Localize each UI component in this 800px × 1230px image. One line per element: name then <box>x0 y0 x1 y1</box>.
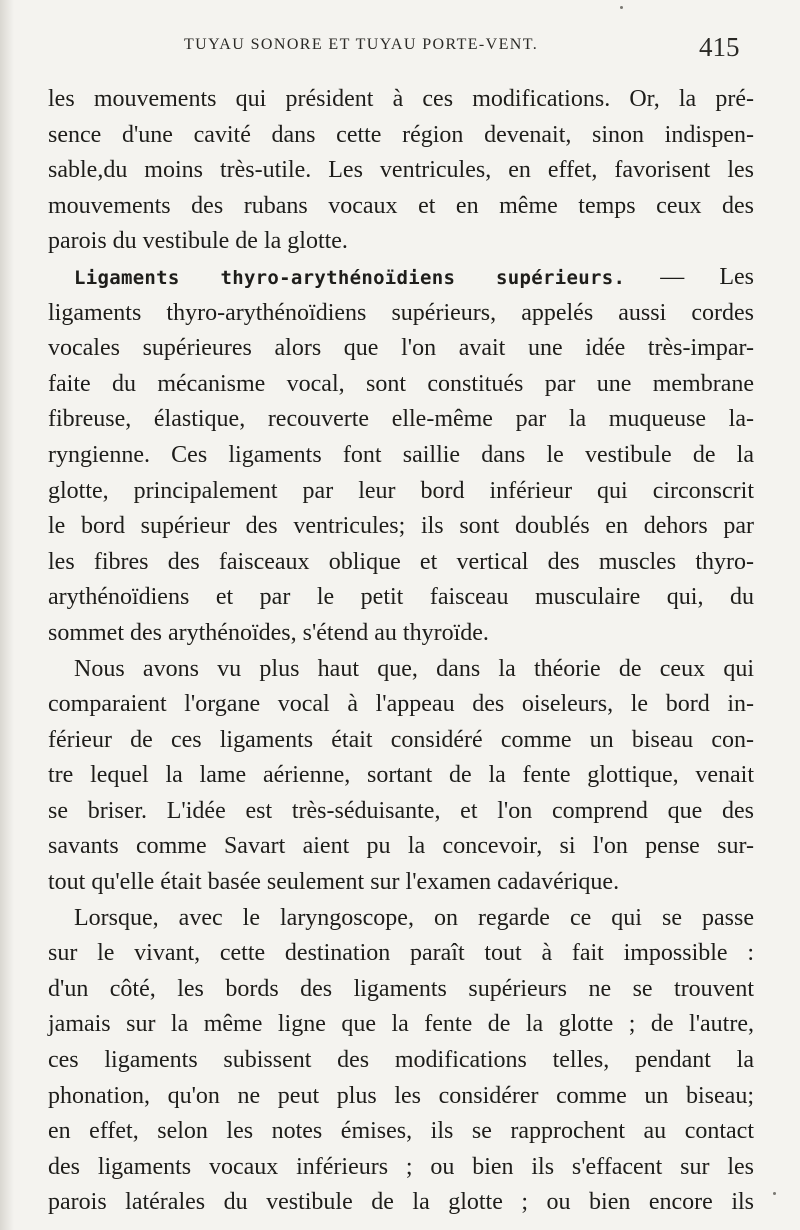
text-line: ryngienne. Ces ligaments font saillie dans le vestibule de la <box>48 441 754 468</box>
text-line: férieur de ces ligaments était considéré comme un biseau con- <box>48 726 754 753</box>
text-line: mouvements des rubans vocaux et en même temps ceux des <box>48 192 754 219</box>
text-line: tout qu'elle était basée seulement sur l'examen cadavérique. <box>48 869 620 896</box>
text-line: parois du vestibule de la glotte. <box>48 228 348 255</box>
running-head <box>0 32 800 66</box>
body-text <box>48 82 754 1221</box>
text-line: les fibres des faisceaux oblique et vertical des muscles thyro- <box>48 548 754 575</box>
text-line: se briser. L'idée est très-séduisante, et l'on comprend que des <box>48 797 754 824</box>
text-line: savants comme Savart aient pu la concevoir, si l'on pense sur- <box>48 833 754 860</box>
page-number: 415 <box>699 32 740 62</box>
paper-speck <box>773 1192 776 1195</box>
text-line: fibreuse, élastique, recouverte elle-même par la muqueuse la- <box>48 406 754 433</box>
text-line: phonation, qu'on ne peut plus les considérer comme un biseau; <box>48 1082 754 1109</box>
text-line: des ligaments vocaux inférieurs ; ou bien ils s'effacent sur les <box>48 1153 754 1180</box>
page-gutter-shadow <box>0 0 14 1230</box>
text-line: tre lequel la lame aérienne, sortant de la fente glottique, venait <box>48 762 754 789</box>
text-line: les mouvements qui président à ces modifications. Or, la pré- <box>48 86 754 112</box>
text-line: comparaient l'organe vocal à l'appeau des oiseleurs, le bord in- <box>48 691 754 718</box>
text-line: ces ligaments subissent des modifications telles, pendant la <box>48 1047 754 1074</box>
text-line: le bord supérieur des ventricules; ils sont doublés en dehors par <box>48 513 754 540</box>
text-line: sence d'une cavité dans cette région devenait, sinon indispen- <box>48 121 754 148</box>
text-line: arythénoïdiens et par le petit faisceau musculaire qui, du <box>48 584 754 611</box>
text-line: ligaments thyro-arythénoïdiens supérieurs, appelés aussi cordes <box>48 299 754 326</box>
text-line: parois latérales du vestibule de la glotte ; ou bien encore ils <box>48 1189 754 1216</box>
text-line: Nous avons vu plus haut que, dans la théorie de ceux qui <box>74 655 754 682</box>
section-heading: Ligaments thyro-arythénoïdiens supérieurs. <box>74 266 626 289</box>
text-line: vocales supérieures alors que l'on avait une idée très-impar- <box>48 335 754 362</box>
running-title: TUYAU SONORE ET TUYAU PORTE-VENT. <box>184 36 539 53</box>
text-line: d'un côté, les bords des ligaments supérieurs ne se trouvent <box>48 975 754 1002</box>
text-line: faite du mécanisme vocal, sont constitués par une membrane <box>48 370 754 397</box>
text-line: sommet des arythénoïdes, s'étend au thyroïde. <box>48 619 489 646</box>
text-line: jamais sur la même ligne que la fente de la glotte ; de l'autre, <box>48 1011 754 1038</box>
text-line: glotte, principalement par leur bord inférieur qui circonscrit <box>48 477 754 504</box>
text-line: Lorsque, avec le laryngoscope, on regarde ce qui se passe <box>74 904 754 931</box>
text-line: sur le vivant, cette destination paraît tout à fait impossible : <box>48 940 754 967</box>
text-line: en effet, selon les notes émises, ils se rapprochent au contact <box>48 1118 754 1145</box>
section-heading-line <box>48 260 754 296</box>
paper-speck <box>620 6 623 9</box>
section-heading-rest: — Les <box>625 263 754 290</box>
text-line: sable,du moins très-utile. Les ventricules, en effet, favorisent les <box>48 157 754 184</box>
